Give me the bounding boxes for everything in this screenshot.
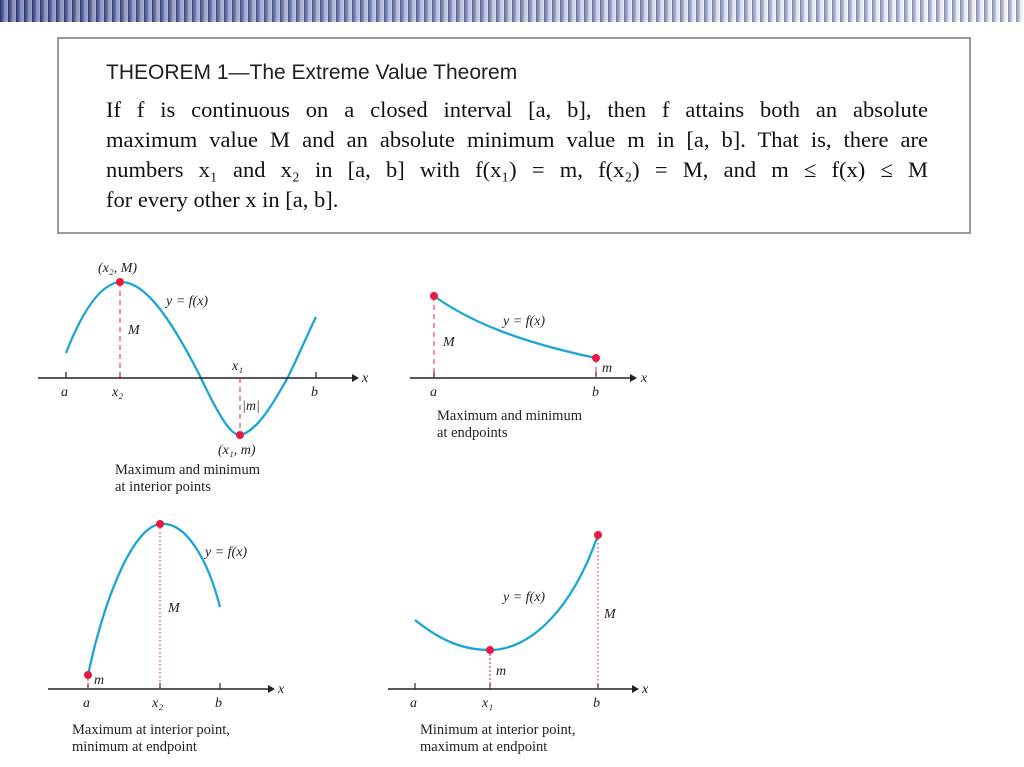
caption-endpoint-extrema bbox=[437, 408, 582, 442]
max-point bbox=[156, 520, 164, 528]
curve-label: y = f(x) bbox=[166, 294, 209, 309]
tick-label-x2: x₂ bbox=[112, 385, 124, 400]
point-label-min: (x₁, m) bbox=[218, 443, 256, 458]
top-gradient-band bbox=[0, 0, 1024, 22]
curve-label: y = f(x) bbox=[205, 545, 248, 560]
tick-label-x1: x₁ bbox=[482, 696, 494, 711]
min-point bbox=[592, 354, 600, 362]
graph-endpoint-extrema bbox=[400, 280, 660, 400]
min-point bbox=[236, 431, 244, 439]
tick-label-b: b bbox=[592, 385, 599, 400]
tick-label-a: a bbox=[410, 696, 417, 711]
value-label-m: m bbox=[94, 673, 105, 688]
caption-line: maximum at endpoint bbox=[420, 739, 548, 755]
caption-line: at endpoints bbox=[437, 425, 508, 441]
x-axis-arrow-icon bbox=[352, 374, 359, 382]
caption-line: minimum at endpoint bbox=[72, 739, 197, 755]
value-label-M: M bbox=[604, 607, 616, 622]
caption-min-interior-max-endpoint bbox=[420, 722, 575, 756]
axis-label-x: x bbox=[642, 682, 649, 697]
x-axis-arrow-icon bbox=[268, 685, 275, 693]
max-point bbox=[116, 278, 124, 286]
theorem-box bbox=[57, 37, 971, 234]
axis-label-x: x bbox=[362, 371, 369, 386]
min-point bbox=[486, 646, 494, 654]
tick-label-x1: x₁ bbox=[232, 359, 244, 374]
max-point bbox=[430, 292, 438, 300]
theorem-title: THEOREM 1—The Extreme Value Theorem bbox=[106, 61, 518, 84]
curve-line bbox=[88, 524, 220, 675]
tick-label-a: a bbox=[61, 385, 68, 400]
graph-max-interior-min-endpoint bbox=[30, 510, 290, 710]
axis-label-x: x bbox=[278, 682, 285, 697]
value-label-m: m bbox=[602, 361, 613, 376]
caption-line: Maximum and minimum bbox=[437, 408, 582, 424]
caption-line: Maximum and minimum bbox=[115, 462, 260, 478]
point-label-max: (x₂, M) bbox=[98, 261, 138, 276]
caption-max-interior-min-endpoint bbox=[72, 722, 230, 756]
tick-label-x2: x₂ bbox=[152, 696, 164, 711]
x-axis-arrow-icon bbox=[630, 374, 637, 382]
tick-label-b: b bbox=[311, 385, 318, 400]
value-label-M: M bbox=[128, 323, 140, 338]
tick-label-b: b bbox=[593, 696, 600, 711]
caption-line: at interior points bbox=[115, 479, 211, 495]
min-point bbox=[84, 671, 92, 679]
axis-label-x: x bbox=[641, 371, 648, 386]
value-label-M: M bbox=[443, 335, 455, 350]
curve-label: y = f(x) bbox=[503, 314, 546, 329]
tick-label-a: a bbox=[430, 385, 437, 400]
theorem-line-3: numbers x₁ and x₂ in [a, b] with f(x₁) = m, f(x₂) = M, and m ≤ f(x) ≤ M bbox=[106, 157, 928, 182]
caption-line: Maximum at interior point, bbox=[72, 722, 230, 738]
graph-interior-extrema bbox=[0, 250, 380, 460]
theorem-line-2: maximum value M and an absolute minimum value m in [a, b]. That is, there are bbox=[106, 127, 928, 152]
caption-line: Minimum at interior point, bbox=[420, 722, 576, 738]
caption-interior-extrema bbox=[115, 462, 260, 496]
graph-min-interior-max-endpoint bbox=[380, 520, 660, 710]
value-label-abs-m: |m| bbox=[242, 399, 260, 414]
x-axis-arrow-icon bbox=[632, 685, 639, 693]
theorem-line-4: for every other x in [a, b]. bbox=[106, 187, 339, 212]
value-label-M: M bbox=[168, 601, 180, 616]
tick-label-b: b bbox=[215, 696, 222, 711]
theorem-line-1: If f is continuous on a closed interval [a, b], then f attains both an absolute bbox=[106, 97, 928, 122]
max-point bbox=[594, 531, 602, 539]
curve-label: y = f(x) bbox=[503, 590, 546, 605]
value-label-m: m bbox=[496, 664, 507, 679]
tick-label-a: a bbox=[83, 696, 90, 711]
